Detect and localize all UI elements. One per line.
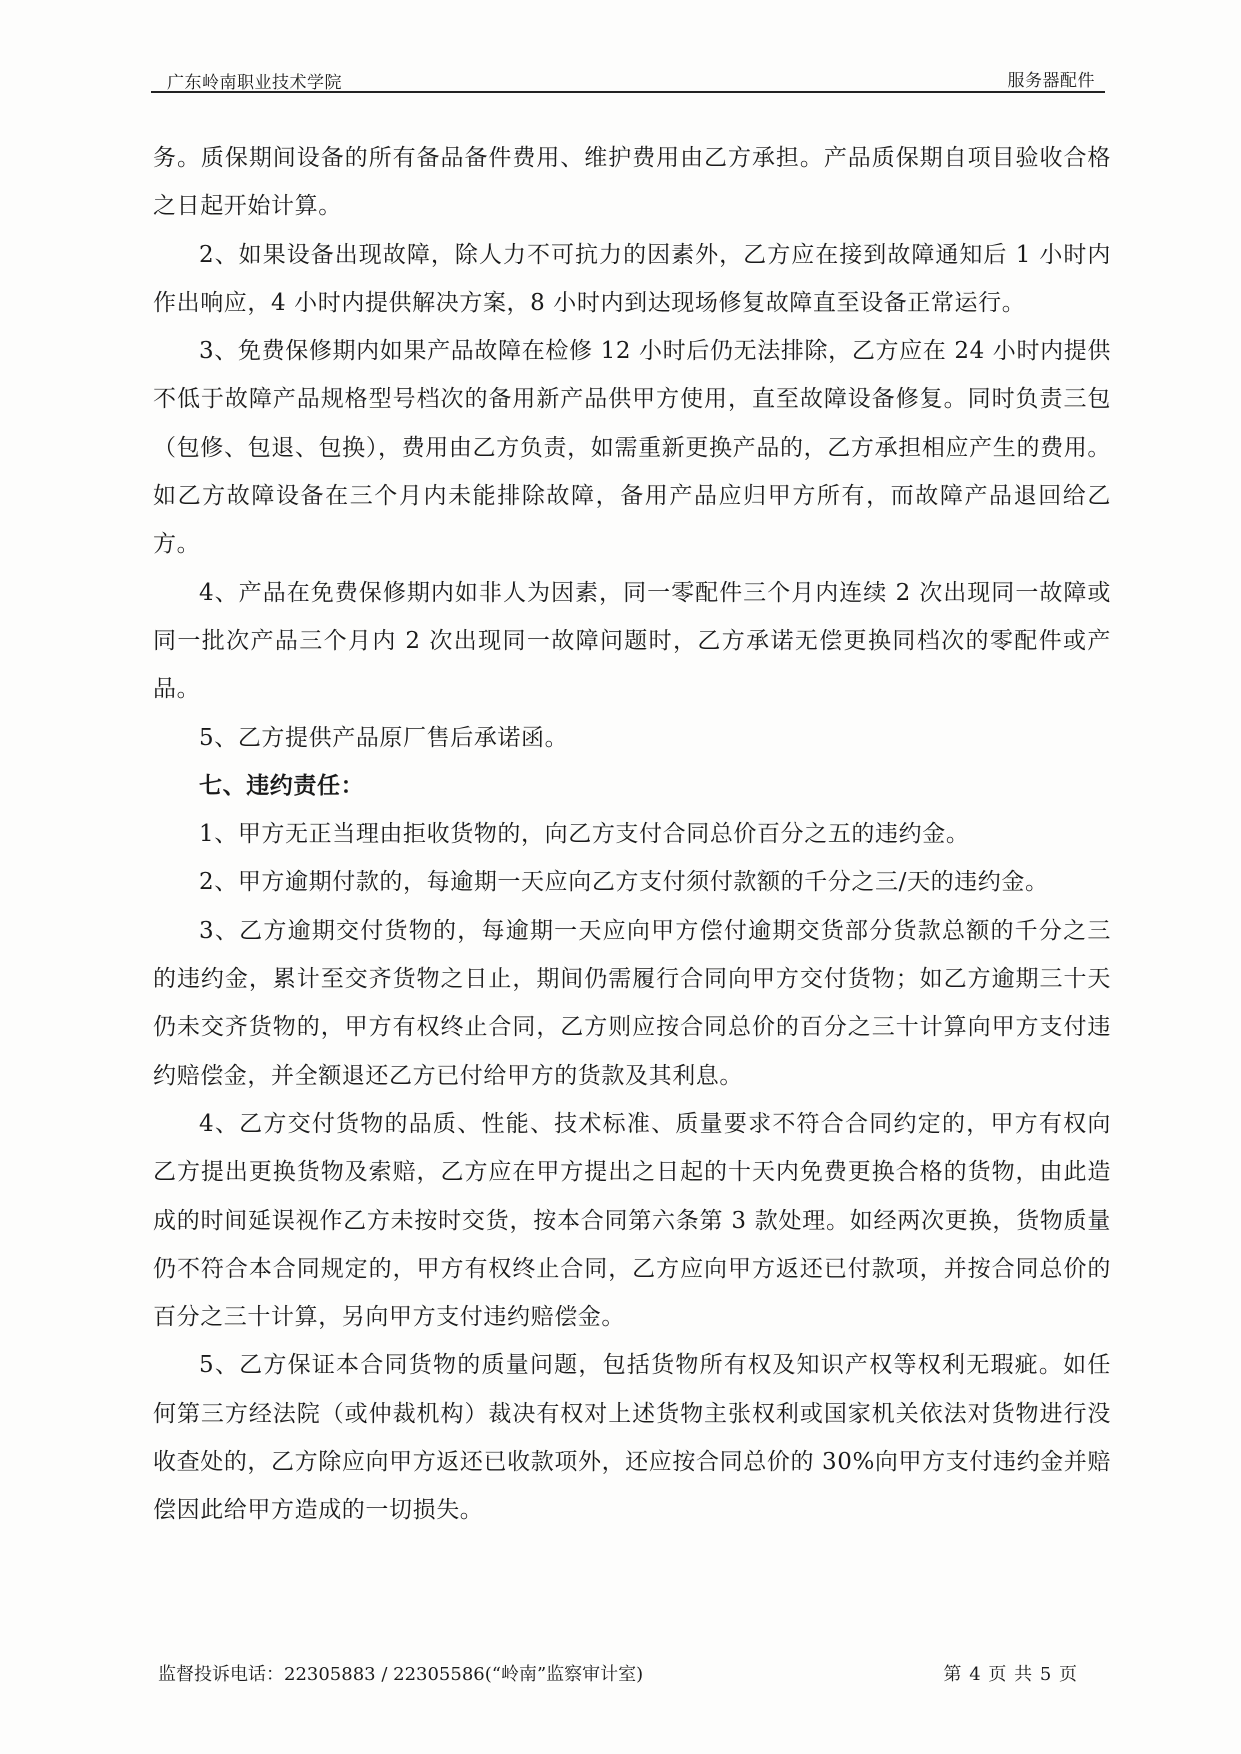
paragraph-breach-item-2: 2、甲方逾期付款的，每逾期一天应向乙方支付须付款额的千分之三/天的违约金。 <box>199 869 1049 896</box>
paragraph-warranty-item-4: 4、产品在免费保修期内如非人为因素，同一零配件三个月内连续 2 次出现同一故障或同一批次产品三个月内 2 次出现同一故障问题时，乙方承诺无偿更换同档次的零配件或产品。 <box>153 579 1111 703</box>
document-body <box>153 134 1111 1535</box>
paragraph-continuation: 务。质保期间设备的所有备品备件费用、维护费用由乙方承担。产品质保期自项目验收合格之日起开始计算。 <box>153 145 1111 220</box>
paragraph-warranty-item-3: 3、免费保修期内如果产品故障在检修 12 小时后仍无法排除，乙方应在 24 小时内提供不低于故障产品规格型号档次的备用新产品供甲方使用，直至故障设备修复。同时负责三包（包修、包退、包换），费用由乙方负责，如需重新更换产品的，乙方承担相应产生的费用。如乙方故障设备在三个月内未能排除故障，备用产品应归甲方所有，而故障产品退回给乙方。 <box>153 338 1111 558</box>
paragraph-warranty-item-5: 5、乙方提供产品原厂售后承诺函。 <box>199 724 569 751</box>
paragraph-breach-item-5: 5、乙方保证本合同货物的质量问题，包括货物所有权及知识产权等权利无瑕疵。如任何第三方经法院（或仲裁机构）裁决有权对上述货物主张权利或国家机关依法对货物进行没收查处的，乙方除应向甲方返还已收款项外，还应按合同总价的 30%向甲方支付违约金并赔偿因此给甲方造成的一切损失。 <box>153 1352 1111 1524</box>
header-doc-label: 服务器配件 <box>1007 71 1095 91</box>
paragraph-breach-item-1: 1、甲方无正当理由拒收货物的，向乙方支付合同总价百分之五的违约金。 <box>199 821 970 848</box>
header-institution: 广东岭南职业技术学院 <box>167 73 342 93</box>
paragraph-breach-item-3: 3、乙方逾期交付货物的，每逾期一天应向甲方偿付逾期交货部分货款总额的千分之三的违约金，累计至交齐货物之日止，期间仍需履行合同向甲方交付货物；如乙方逾期三十天仍未交齐货物的，甲方有权终止合同，乙方则应按合同总价的百分之三十计算向甲方支付违约赔偿金，并全额退还乙方已付给甲方的货款及其利息。 <box>153 917 1111 1089</box>
footer-page-indicator: 第 4 页 共 5 页 <box>943 1664 1078 1685</box>
header-rule <box>151 91 1105 93</box>
page-footer <box>158 1660 1078 1692</box>
section-heading-breach: 七、违约责任： <box>199 771 365 799</box>
paragraph-breach-item-4: 4、乙方交付货物的品质、性能、技术标准、质量要求不符合合同约定的，甲方有权向乙方提出更换货物及索赔，乙方应在甲方提出之日起的十天内免费更换合格的货物，由此造成的时间延误视作乙方未按时交货，按本合同第六条第 3 款处理。如经两次更换，货物质量仍不符合本合同规定的，甲方有权终止合同，乙方应向甲方返还已付款项，并按合同总价的百分之三十计算，另向甲方支付违约赔偿金。 <box>153 1110 1111 1331</box>
paragraph-warranty-item-2: 2、如果设备出现故障，除人力不可抗力的因素外，乙方应在接到故障通知后 1 小时内作出响应，4 小时内提供解决方案，8 小时内到达现场修复故障直至设备正常运行。 <box>153 241 1111 316</box>
page-header <box>151 60 1105 94</box>
footer-complaint-line: 监督投诉电话：22305883 / 22305586(“岭南”监察审计室) <box>158 1664 644 1685</box>
